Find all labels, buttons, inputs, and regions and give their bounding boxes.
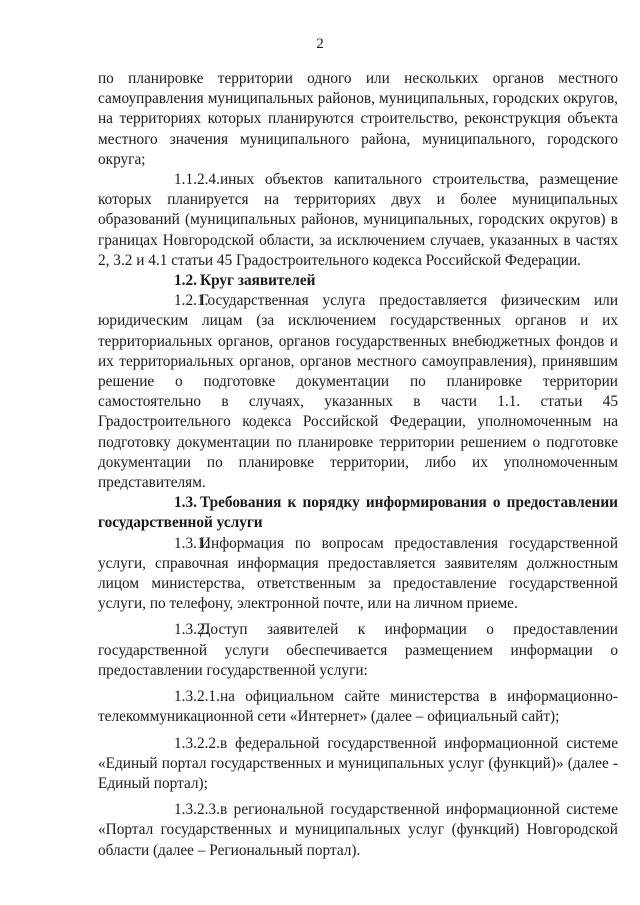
section-number: 1.2. bbox=[174, 272, 197, 290]
paragraph-1-3-2-2 bbox=[98, 734, 618, 795]
paragraph-text: в федеральной государственной информационной системе «Единый портал государственных и муниципальных услуг (функций)» (далее - Единый портал); bbox=[98, 734, 618, 792]
paragraph-text: Доступ заявителей к информации о предоставлении государственной услуги обеспечивается размещением информации о предоставлении государственной услуги: bbox=[98, 621, 618, 679]
paragraph-1-3-1 bbox=[98, 534, 618, 615]
clause-number: 1.2.1. bbox=[174, 292, 209, 310]
document-body bbox=[98, 69, 618, 861]
paragraph-1-1-2-4 bbox=[98, 170, 618, 271]
paragraph-text: в региональной государственной информационной системе «Портал государственных и муниципальных услуг (функций) Новгородской области (далее – Региональный портал). bbox=[98, 801, 618, 859]
paragraph-text: Информация по вопросам предоставления государственной услуги, справочная информация предоставляется заявителям должностным лицом министерства, ответственным за предоставление государственной услуги, по телефону, электронной почте, или на личном приеме. bbox=[98, 534, 618, 613]
section-title: Круг заявителей bbox=[200, 272, 316, 290]
paragraph-text: по планировке территории одного или нескольких органов местного самоуправления муниципальных районов, муниципальных, городских округов, на территориях которых планируются строительство, реконструкция объекта местного значения муниципального района, муниципального, городского округа; bbox=[98, 70, 618, 168]
clause-number: 1.3.2.3. bbox=[174, 801, 220, 819]
paragraph-text: на официальном сайте министерства в информационно-телекоммуникационной сети «Интернет» (далее – официальный сайт); bbox=[98, 688, 618, 726]
clause-number: 1.1.2.4. bbox=[174, 171, 220, 189]
clause-number: 1.3.1. bbox=[174, 534, 209, 552]
paragraph-1-3-2-3 bbox=[98, 800, 618, 861]
paragraph-text: иных объектов капитального строительства, размещение которых планируется на территориях двух и более муниципальных образований (муниципальных районов, муниципальных, городских округов) в границах Новгородской области, за исключением случаев, указанных в частях 2, 3.2 и 4.1 статьи 45 Градостроительного кодекса Российской Федерации. bbox=[98, 171, 618, 269]
section-number: 1.3. bbox=[174, 494, 197, 512]
clause-number: 1.3.2. bbox=[174, 621, 209, 639]
paragraph-1-3-2-1 bbox=[98, 687, 618, 727]
paragraph-1-2-1 bbox=[98, 291, 618, 493]
paragraph-1-3-2 bbox=[98, 620, 618, 681]
clause-number: 1.3.2.1. bbox=[174, 688, 220, 706]
section-title: Требования к порядку информирования о предоставлении государственной услуги bbox=[98, 494, 618, 532]
page-number: 2 bbox=[316, 36, 324, 52]
paragraph-continuation bbox=[98, 69, 618, 170]
paragraph-text: Государственная услуга предоставляется физическим или юридическим лицам (за исключением государственных органов и их территориальных органов, органов государственных внебюджетных фондов и их территориальных органов, органов местного самоуправления), принявшим решение о подготовке документации по планировке территории самостоятельно в случаях, указанных в части 1.1. статьи 45 Градостроительного кодекса Российской Федерации, уполномоченным на подготовку документации по планировке территории решением о подготовке документации по планировке территории, либо их уполномоченным представителям. bbox=[98, 292, 618, 492]
section-heading-1-3 bbox=[98, 493, 618, 533]
clause-number: 1.3.2.2. bbox=[174, 734, 220, 752]
section-heading-1-2 bbox=[98, 271, 618, 291]
